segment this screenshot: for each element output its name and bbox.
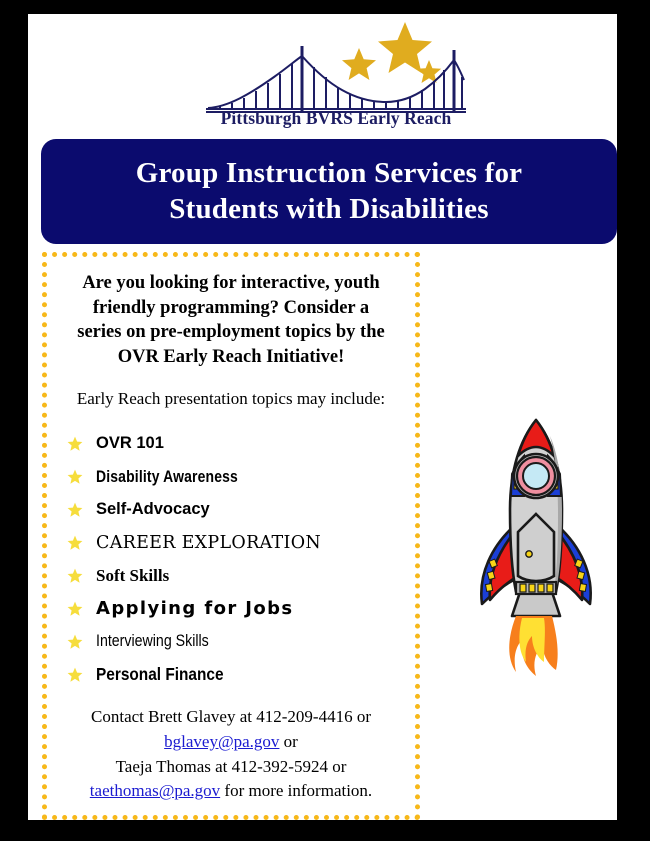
email-link-brett[interactable]: bglavey@pa.gov xyxy=(164,732,280,752)
page-title-line-2: Students with Disabilities xyxy=(169,192,489,225)
topics-list xyxy=(67,427,415,691)
content-panel xyxy=(42,252,420,820)
intro-line-1: Are you looking for interactive, youth xyxy=(82,273,380,293)
contact-block xyxy=(57,705,405,804)
list-item xyxy=(67,592,415,625)
star-icon xyxy=(67,535,83,551)
email-link-taeja[interactable]: taethomas@pa.gov xyxy=(89,781,221,801)
topic-label: Disability Awareness xyxy=(96,466,238,486)
logo-text: Pittsburgh BVRS Early Reach xyxy=(220,108,452,128)
contact-line-2 xyxy=(57,730,405,755)
bridge-and-stars-icon xyxy=(206,20,466,115)
topic-label: Soft Skills xyxy=(96,565,170,585)
topic-label: OVR 101 xyxy=(96,434,164,453)
flyer-page xyxy=(28,14,617,820)
page-title xyxy=(136,156,522,228)
contact-or-text: or xyxy=(283,732,298,752)
star-icon xyxy=(67,601,83,617)
intro-line-3: series on pre-employment topics by the xyxy=(77,322,385,343)
list-item xyxy=(67,658,415,691)
list-item xyxy=(67,493,415,526)
list-item xyxy=(67,460,415,493)
intro-paragraph xyxy=(56,271,406,369)
contact-more-info-text: for more information. xyxy=(224,781,373,801)
topic-label: Applying for Jobs xyxy=(96,598,294,620)
star-icon xyxy=(67,502,83,518)
title-banner xyxy=(41,139,617,244)
star-icon xyxy=(67,667,83,683)
rocket-icon xyxy=(472,414,600,684)
contact-line-4 xyxy=(57,779,405,804)
contact-line-3: Taeja Thomas at 412-392-5924 or xyxy=(115,756,347,776)
list-item xyxy=(67,559,415,592)
star-icon xyxy=(67,634,83,650)
star-icon xyxy=(67,469,83,485)
three-stars-icon xyxy=(342,22,441,83)
star-icon xyxy=(67,568,83,584)
topics-subheading: Early Reach presentation topics may include: xyxy=(76,389,386,409)
star-icon xyxy=(67,436,83,452)
page-title-line-1: Group Instruction Services for xyxy=(135,156,523,189)
topic-label: Interviewing Skills xyxy=(96,632,209,651)
contact-line-1: Contact Brett Glavey at 412-209-4416 or xyxy=(91,707,371,727)
topic-label: CAREER EXPLORATION xyxy=(96,532,321,553)
early-reach-logo xyxy=(206,20,466,138)
list-item xyxy=(67,526,415,559)
list-item xyxy=(67,625,415,658)
list-item xyxy=(67,427,415,460)
intro-line-4: OVR Early Reach Initiative! xyxy=(117,346,345,367)
topic-label: Personal Finance xyxy=(96,664,224,685)
topic-label: Self-Advocacy xyxy=(96,500,210,519)
intro-line-2: friendly programming? Consider a xyxy=(92,297,370,318)
